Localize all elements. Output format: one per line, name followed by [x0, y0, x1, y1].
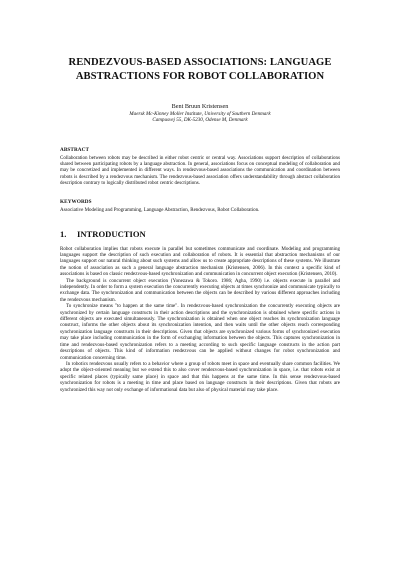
author-name: Bent Bruun Kristensen — [171, 103, 229, 110]
section-title: INTRODUCTION — [77, 228, 146, 239]
section-number: 1. — [60, 228, 67, 239]
affiliation-line-1: Maersk Mc-Kinney Moller Institute, University of Southern Denmark — [129, 111, 271, 117]
body-paragraph: Robot collaboration implies that robots execute in parallel but sometimes communicate and coordinate. Modeling and programming languages support the description of such execution and collaboration of robots. It is essential that abstraction mechanisms of our languages support our natural thinking about such systems and allow us to create appropriate descriptions of these systems. We illustrate the notion of association as such a general language abstraction mechanism (Kristensen, 2006). In this context a specific kind of associations is based on classic rendezvous-based synchronization and communication in concurrent object execution (Kristensen, 2010). — [60, 245, 340, 278]
abstract-text: Collaboration between robots may be described in either robot centric or central way. Associations support description of collaborations shared between participating robots by a language abstraction. In general, associations focus on conceptual modeling of collaboration and may be concretized and implemented in different ways. In rendezvous-based associations the communication and coordination between robots is described by a rendezvous mechanism. The rendezvous-based association offers understandability through abstract collaboration description contrary to logically distributed robot centric descriptions. — [60, 155, 340, 186]
title-line-2: ABSTRACTIONS FOR ROBOT COLLABORATION — [75, 71, 325, 82]
body-paragraph: In robotics rendezvous usually refers to a behavior where a group of robots meet in space and eventually share common facilities. We adopt the object-oriented meaning but we extend this to also cover rendezvous-based synchronization in space, i.e. that robots exist at specific related places (typically same place) in space and that this happens at the same time. In this sense rendezvous-based synchronization for robots is a meeting in time and place based on language constructs in their descriptions. Given that robots are synchronized this way not only exchange of informational data but also of physical material may take place. — [60, 360, 340, 393]
affiliation-line-2: Campusvej 55, DK-5230, Odense M, Denmark — [152, 117, 248, 124]
keywords-text: Associative Modeling and Programming, Language Abstraction, Rendezvous, Robot Collaboration. — [60, 208, 260, 214]
body-paragraph: The background is concurrent object execution (Yonezawa & Tokoro. 1986; Agha, 1990) i.e. objects execute in parallel and independently. In order to form a system execution the concurrently executing objects at times synchronize and communicate typically to exchange data. The synchronization and communication between the objects can be described by various different approaches including the rendezvous mechanism. — [60, 277, 340, 303]
section-heading-introduction — [60, 229, 340, 239]
body-paragraph: To synchronize means "to happen at the same time". In rendezvous-based synchronization the concurrently executing objects are synchronized by certain language constructs in their action descriptions and the synchronization is obtained where specific actions in different objects are executed simultaneously. The synchronization is obtained when one object reaches its synchronization language construct, informs the other objects about its synchronization intention, and then waits until the other objects reach corresponding synchronization language constructs in their descriptions. Given that objects are synchronized various forms of synchronized execution may take place including communication in the form of exchanging information between the objects. This captures synchronization in time and rendezvous-based synchronization refers to a meeting according to such specific language constructs in the action part descriptions of objects. This kind of information rendezvous can be applied without changes for robot synchronization and communication concerning time. — [60, 303, 340, 361]
paper-title — [60, 0, 340, 84]
keywords-heading: KEYWORDS — [60, 199, 92, 206]
title-line-1: RENDEZVOUS-BASED ASSOCIATIONS: LANGUAGE — [68, 57, 332, 68]
abstract-heading: ABSTRACT — [60, 146, 90, 153]
